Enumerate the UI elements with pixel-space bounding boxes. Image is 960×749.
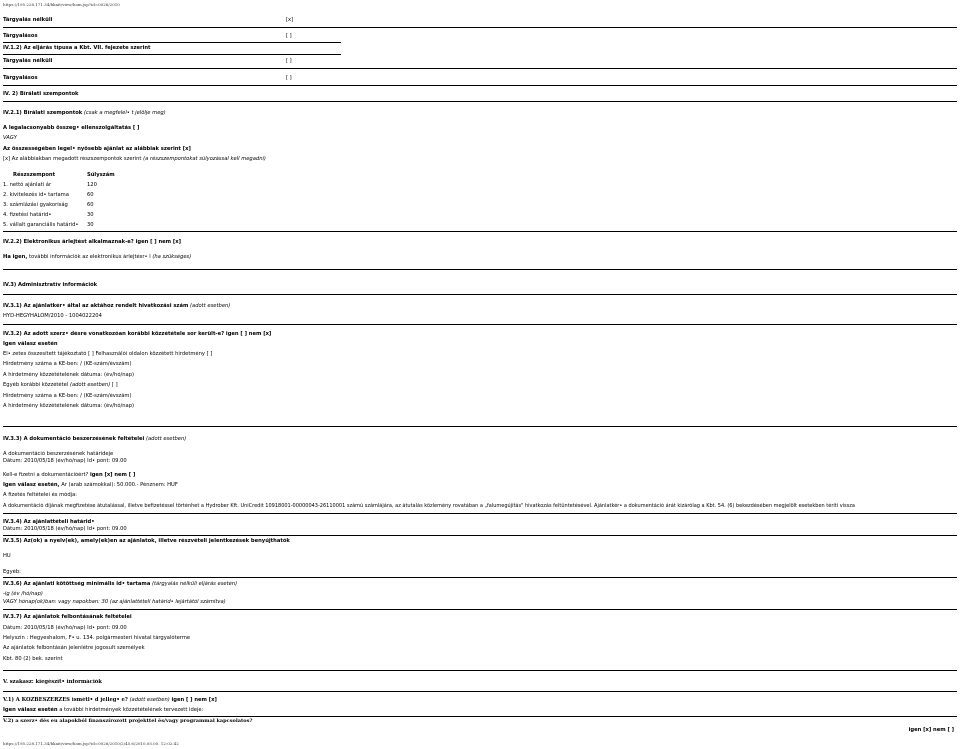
criteria-table: [3, 171, 127, 229]
iv35-heading: IV.3.5) Az(ok) a nyelv(ek), amely(ek)en az ajánlatok, illetve részvételi jelentkezések benyújthatók: [3, 538, 290, 544]
footer-url: https://195.228.171.34/bkait/view/hom.jsp?id=0026/2010/2/45.6/2010.05.05. 12:02:42: [3, 741, 179, 746]
criteria-header-weight: Súlyszám: [87, 172, 115, 178]
iv35-other: Egyéb:: [3, 569, 21, 575]
checkbox-negotiated-2: [ ]: [286, 75, 292, 81]
section-v-heading: V. szakasz: kiegészít• információk: [3, 679, 102, 685]
divider: [3, 716, 957, 717]
divider: [3, 85, 957, 86]
checkbox-negotiated-1: [ ]: [286, 33, 292, 39]
doc-deadline-value: Dátum: 2010/05/18 (év/hó/nap) Id• pont: 09.00: [3, 458, 127, 464]
iv35-value: HU: [3, 553, 11, 559]
table-row: 4. fizetési határid• 30: [3, 212, 94, 218]
header-url: https://195.228.171.34/bkait/view/hom.jsp?id=0026/2010: [3, 2, 120, 7]
divider: [3, 269, 957, 270]
v1-question: V.1) A KÖZBESZERZÉS ismétl• d jelleg• e? (adott esetben) igen [ ] nem [x]: [3, 697, 217, 703]
divider: [3, 670, 957, 671]
table-row: 2. kivitelezés id• tartama 60: [3, 192, 94, 198]
v2-question: V.2) a szerz• dés eu alapokból finanszírozott projekttel és/vagy programmal kapcsolatos?: [3, 718, 253, 724]
iv22-question: IV.2.2) Elektronikus árlejtést alkalmaznak-e? igen [ ] nem [x]: [3, 239, 181, 245]
iv34-value: Dátum: 2010/05/18 (év/hó/nap) Id• pont: 09.00: [3, 526, 127, 532]
or-label: VAGY: [3, 135, 17, 141]
prior-notice-options: El• zetes összesített tájékoztató [ ] Felhasználói oldalon közzétett hirdetmény [ ]: [3, 351, 213, 357]
divider: [3, 513, 957, 514]
iv31-heading: IV.3.1) Az ajánlatkér• által az aktához rendelt hivatkozási szám (adott esetben): [3, 303, 231, 309]
iv36-duration: VAGY hónap(ok)ban: vagy napokban: 30 (az ajánlattételi határid• lejártától számítva): [3, 599, 226, 605]
criteria-header-name: Részszempont: [13, 172, 56, 178]
row-negotiation-none-2: Tárgyalás nélküli: [3, 58, 53, 64]
payment-terms-label: A fizetés feltételei és módja:: [3, 492, 78, 498]
iv33-heading: IV.3.3) A dokumentáció beszerzésének feltételei (adott esetben): [3, 436, 187, 442]
divider: [3, 577, 957, 578]
iv34-heading: IV.3.4) Az ajánlattételi határid•: [3, 519, 95, 525]
divider: [3, 426, 957, 427]
iv12-heading: IV.1.2) Az eljárás típusa a Kbt. VII. fejezete szerint: [3, 45, 151, 51]
table-row: 5. vállalt garanciális határid• 30: [3, 222, 94, 228]
row-negotiated-1: Tárgyalásos: [3, 33, 38, 39]
iv36-heading: IV.3.6) Az ajánlati kötöttség minimális id• tartama (tárgyalás nélküli eljárás esetén): [3, 581, 238, 587]
divider: [3, 68, 957, 69]
payment-price: Igen válasz esetén, Ár (arab számokkal): 50.000.- Pénznem: HUF: [3, 482, 178, 488]
divider: [3, 27, 957, 28]
criteria-header-row: [3, 171, 127, 179]
best-offer-option: Az összességében legel• nyösebb ajánlat az alábbiak szerint [x]: [3, 146, 191, 152]
iv37-date: Dátum: 2010/05/18 (év/hó/nap) Id• pont: 09.00: [3, 625, 127, 631]
divider: [3, 535, 957, 536]
row-negotiated-2: Tárgyalásos: [3, 75, 38, 81]
iv37-heading: IV.3.7) Az ajánlatok felbontásának feltételei: [3, 614, 132, 620]
divider: [3, 324, 957, 325]
notice-number-2: Hirdetmény száma a KÉ-ben: / (KÉ-szám/évszám): [3, 393, 132, 399]
divider: [3, 54, 341, 55]
iv31-value: HYD-HEGYHALOM/2010 - 1004022204: [3, 313, 102, 319]
divider: [3, 231, 957, 232]
divider: [3, 101, 957, 102]
table-row: 1. nettó ajánlati ár 120: [3, 182, 97, 188]
v1-if-yes: Igen válasz esetén a további hirdetmények közzétételének tervezett ideje:: [3, 707, 204, 713]
iv22-if-yes: Ha igen, további információk az elektronikus árlejtésr• l (ha szükséges): [3, 254, 192, 260]
notice-number-1: Hirdetmény száma a KÉ-ben: / (KÉ-szám/évszám): [3, 361, 132, 367]
divider: [3, 42, 341, 43]
divider: [3, 609, 957, 610]
v2-answer: igen [x] nem [ ]: [908, 727, 954, 733]
doc-deadline-label: A dokumentáció beszerzésének határideje: [3, 451, 114, 457]
iv37-place: Helyszín : Hegyeshalom, F• u. 134. polgármesteri hivatal tárgyalóterme: [3, 635, 191, 641]
iv37-attendees: Az ajánlatok felbontásán jelenlétre jogosult személyek: [3, 645, 145, 651]
table-row: 3. számlázási gyakoriság 60: [3, 202, 94, 208]
notice-date-1: A hirdetmény közzétételének dátuma: (év/hó/nap): [3, 372, 135, 378]
divider: [3, 691, 957, 692]
row-negotiation-none-1: Tárgyalás nélküli: [3, 17, 53, 23]
divider: [3, 294, 957, 295]
notice-date-2: A hirdetmény közzétételének dátuma: (év/hó/nap): [3, 403, 135, 409]
iv32-if-yes: Igen válasz esetén: [3, 341, 58, 347]
iv32-question: IV.3.2) Az adott szerz• désre vonatkozóan korábbi közzététele sor került-e? igen [ ] nem [x]: [3, 331, 272, 337]
other-prior-notice: Egyéb korábbi közzététel (adott esetben) [ ]: [3, 382, 118, 388]
section-iv2-heading: IV. 2) Bírálati szempontok: [3, 91, 79, 97]
iv3-heading: IV.3) Adminisztratív információk: [3, 282, 98, 288]
criteria-intro: [x] Az alábbiakban megadott részszempontok szerint (a részszempontokat súlyozással kell megadni): [3, 156, 266, 162]
checkbox-negotiation-none-1: [x]: [286, 17, 294, 23]
checkbox-negotiation-none-2: [ ]: [286, 58, 292, 64]
iv21-heading: IV.2.1) Bírálati szempontok (csak a megfelel• t jelölje meg): [3, 110, 166, 116]
iv36-date: -ig (év /hó/nap): [3, 591, 43, 597]
payment-terms: A dokumentáció díjának megfizetése átutalással, illetve befizetéssel történhet a Hydrober Kft. UniCredit 10918001-00000043-26110001 számú számlájára, az átutalás közlemény rovatában a „falumegújítás" hivatkozás feltüntetésével. Ajánlatkér• a dokumentáció árát kizárólag a Kbt. 54. (6) bekezdésében megjelölt esetekben téríti vissza: [3, 503, 855, 509]
payment-question: Kell-e fizetni a dokumentációért? igen [x] nem [ ]: [3, 472, 136, 478]
lowest-price-option: A legalacsonyabb összeg• ellenszolgáltatás [ ]: [3, 125, 140, 131]
iv37-law: Kbt. 80 (2) bek. szerint: [3, 656, 63, 662]
